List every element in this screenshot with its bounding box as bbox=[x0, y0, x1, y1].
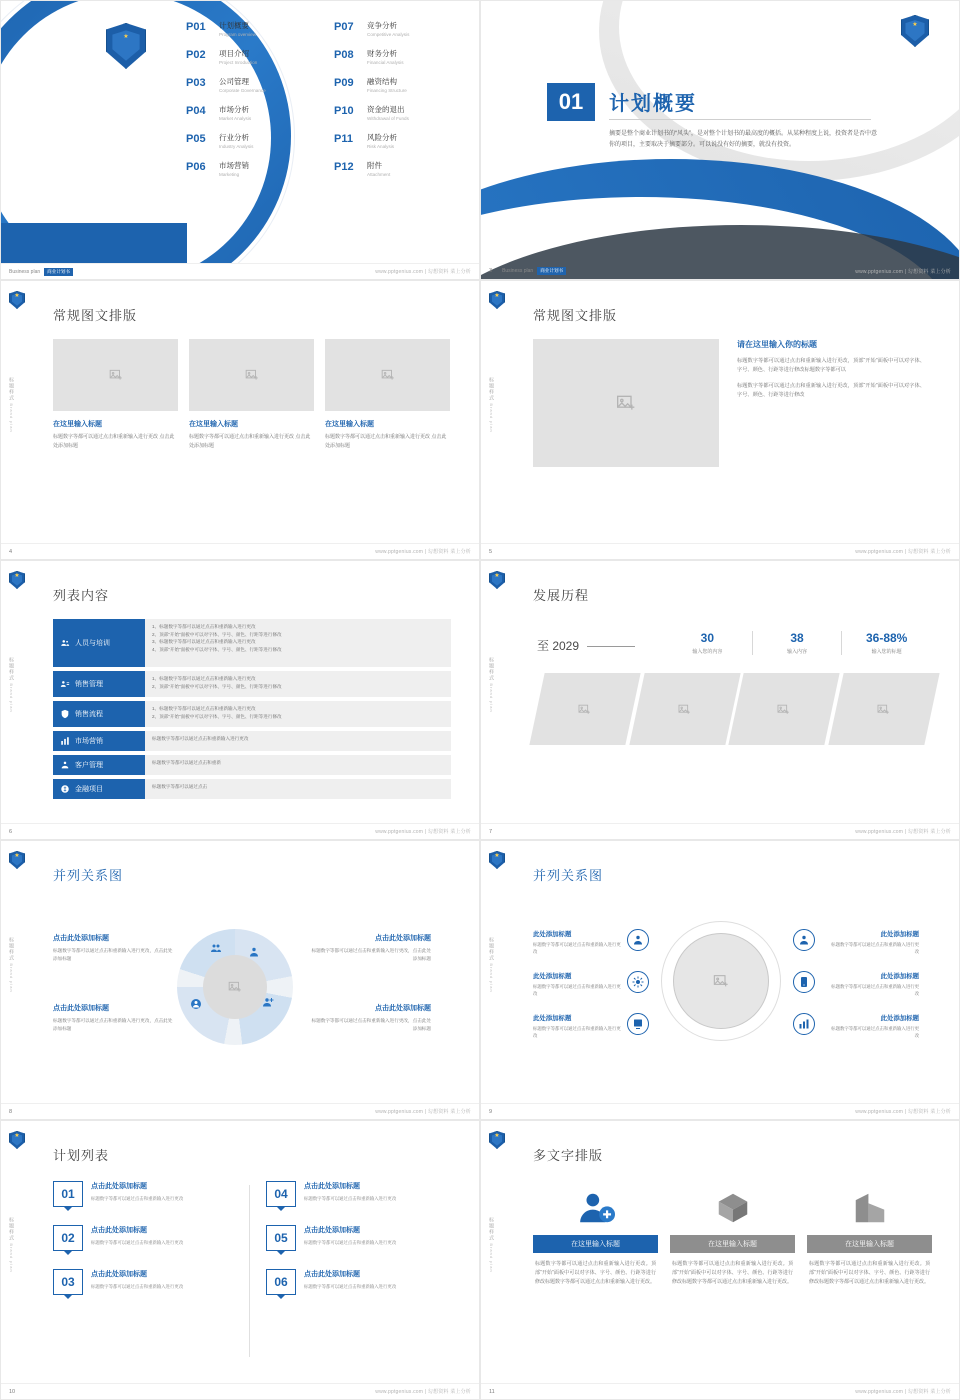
column-bar-label: 在这里输入标题 bbox=[807, 1235, 932, 1253]
list-item-tab[interactable] bbox=[53, 731, 145, 751]
toc-label-cn: 财务分析 bbox=[367, 49, 397, 58]
side-label: 标题样式 Brand plan bbox=[8, 657, 14, 713]
slide-multi-text[interactable] bbox=[480, 1120, 960, 1400]
toc-label-cn: 计划概要 bbox=[219, 21, 249, 30]
logo: ★ bbox=[9, 571, 25, 589]
page-title: 多文字排版 bbox=[533, 1148, 604, 1163]
toc-label-en: Marketing bbox=[219, 172, 240, 177]
list-item-label: 人员与培训 bbox=[75, 640, 110, 647]
logo: ★ bbox=[489, 851, 505, 869]
toc-label-en: Industry Analysis bbox=[219, 144, 254, 149]
slide-footer bbox=[1, 1103, 479, 1119]
footer-label: Business plan bbox=[502, 268, 534, 274]
page-title: CONTENTS bbox=[24, 41, 43, 159]
list-item-tab[interactable] bbox=[53, 755, 145, 775]
plan-desc: 标题数字等都可以通过点击和重新输入进行更改 bbox=[304, 1284, 397, 1289]
callout-desc: 标题数字等都可以通过点击和重新输入进行更改 bbox=[533, 984, 621, 997]
people-icon bbox=[59, 638, 70, 649]
image-placeholder[interactable] bbox=[189, 339, 314, 411]
plan-title: 点击此处添加标题 bbox=[91, 1227, 147, 1234]
people-icon bbox=[209, 941, 223, 955]
footer-right: www.pptgenius.com | 勾想资料 菜上分析 bbox=[375, 1389, 471, 1395]
footer-right: www.pptgenius.com | 勾想资料 菜上分析 bbox=[375, 829, 471, 835]
chart-icon bbox=[59, 736, 70, 747]
stat-item bbox=[841, 631, 931, 655]
callout-title: 点击此处添加标题 bbox=[53, 1005, 109, 1012]
column-title: 在这里输入标题 bbox=[53, 421, 102, 428]
side-label: 标题样式 Brand plan bbox=[488, 657, 494, 713]
customer-icon bbox=[59, 760, 70, 771]
footer-label: Business plan bbox=[9, 268, 41, 275]
list-item[interactable] bbox=[53, 701, 451, 727]
plan-item[interactable] bbox=[53, 1181, 240, 1207]
footer-badge: 商业计划书 bbox=[44, 268, 73, 276]
logo: ★ bbox=[9, 851, 25, 869]
table-of-contents[interactable] bbox=[186, 21, 468, 178]
slide-parallel-circles[interactable] bbox=[480, 840, 960, 1120]
toc-item[interactable] bbox=[334, 21, 468, 38]
column-text: 标题数字等都可以通过点击和重新输入进行更改。顶部“开始”面板中可以对字体、字号、颜色、行距等进行修改标题数字等都可以通过点击和重新输入进行更改。 bbox=[535, 1261, 656, 1285]
toc-label-cn: 融资结构 bbox=[367, 77, 397, 86]
donut-diagram[interactable] bbox=[177, 929, 293, 1045]
plan-item[interactable] bbox=[266, 1225, 453, 1251]
toc-number: P11 bbox=[334, 133, 353, 145]
callout-item[interactable] bbox=[311, 1003, 431, 1033]
list-item[interactable] bbox=[53, 779, 451, 799]
body-paragraph: 标题数字等都可以通过点击和重新输入进行更改，顶部“开始”面板中可以对字体、字号、颜色、行距等进行修改 bbox=[737, 383, 925, 398]
plan-grid[interactable] bbox=[53, 1181, 453, 1295]
list-item-body: 1、标题数字等都可以通过点击和重新输入进行更改 2、顶部“开始”面板中可以对字体、字号、颜色、行距等进行修改 3、标题数字等都可以通过点击和重新输入进行更改 4、顶部“开始”面板中可以对字体、字号、颜色、行距等进行修改 bbox=[145, 619, 451, 667]
callout-desc: 标题数字等都可以通过点击和重新输入进行更改，点击此处添加标题 bbox=[53, 1018, 173, 1031]
logo: ★ bbox=[9, 291, 25, 309]
column-title: 在这里输入标题 bbox=[325, 421, 374, 428]
plan-number: 03 bbox=[53, 1269, 83, 1295]
plan-title: 点击此处添加标题 bbox=[91, 1183, 147, 1190]
stat-label: 输入内容 bbox=[787, 649, 808, 655]
toc-label-en: Risk Analysis bbox=[367, 144, 395, 149]
callout-title: 此处添加标题 bbox=[533, 931, 572, 938]
callout-item[interactable] bbox=[53, 1003, 173, 1033]
list-item[interactable] bbox=[53, 755, 451, 775]
list-item-body: 标题数字等都可以通过点击 bbox=[145, 779, 451, 799]
image-placeholder[interactable] bbox=[533, 339, 719, 467]
toc-label-en: Project Inroduction bbox=[219, 60, 258, 65]
building-icon bbox=[807, 1183, 932, 1227]
callout-title: 此处添加标题 bbox=[533, 973, 572, 980]
list-item-body: 标题数字等都可以通过点击和重新输入进行更改 bbox=[145, 731, 451, 751]
plan-title: 点击此处添加标题 bbox=[304, 1271, 360, 1278]
toc-number: P10 bbox=[334, 105, 354, 117]
image-placeholder[interactable] bbox=[203, 955, 267, 1019]
toc-item[interactable] bbox=[186, 105, 320, 122]
logo: ★ bbox=[489, 571, 505, 589]
side-label: 标题样式 Brand plan bbox=[488, 377, 494, 433]
toc-label-cn: 市场分析 bbox=[219, 105, 249, 114]
body-title: 请在这里输入你的标题 bbox=[737, 340, 817, 349]
list-item[interactable] bbox=[53, 731, 451, 751]
slide-footer bbox=[1, 1383, 479, 1399]
plan-item[interactable] bbox=[53, 1225, 240, 1251]
toc-label-en: Financial Analysis bbox=[367, 60, 404, 65]
toc-item[interactable] bbox=[334, 133, 468, 150]
device-icon[interactable] bbox=[793, 971, 815, 993]
callout-title: 此处添加标题 bbox=[880, 931, 919, 938]
toc-label-cn: 资金的退出 bbox=[367, 105, 405, 114]
page-number: 3 bbox=[489, 268, 493, 274]
section-body: 摘要是整个商业计划书的“风头”，是对整个计划书的最高度的概括。从某种程度上说，投资者是否中意你的项目，主要取决于摘要部分。可以说没有好的摘要，就没有投资。 bbox=[609, 131, 877, 148]
page-title: 列表内容 bbox=[53, 588, 110, 603]
column-title: 在这里输入标题 bbox=[189, 421, 238, 428]
list-container[interactable] bbox=[53, 619, 451, 803]
page-subtitle: 目录 bbox=[47, 151, 59, 177]
logo: ★ bbox=[106, 23, 146, 69]
plan-item[interactable] bbox=[266, 1269, 453, 1295]
callout-desc: 标题数字等都可以通过点击和重新输入进行更改 bbox=[831, 942, 919, 955]
column-desc: 标题数字等都可以通过点击和重新输入进行更改 点击此处添加标题 bbox=[189, 434, 311, 449]
toc-label-en: Program overview bbox=[219, 32, 257, 37]
toc-number: P12 bbox=[334, 161, 354, 173]
stat-value: 30 bbox=[700, 631, 715, 645]
plan-item[interactable] bbox=[53, 1269, 240, 1295]
page-number: 10 bbox=[9, 1388, 16, 1395]
page-number: 8 bbox=[9, 1108, 13, 1115]
toc-number: P02 bbox=[186, 49, 206, 61]
list-item-tab[interactable] bbox=[53, 671, 145, 697]
column-bar-label: 在这里输入标题 bbox=[670, 1235, 795, 1253]
list-item-label: 销售流程 bbox=[75, 711, 103, 718]
toc-label-en: Market Analysis bbox=[219, 116, 252, 121]
column-bar-label: 在这里输入标题 bbox=[533, 1235, 658, 1253]
toc-label-cn: 竞争分析 bbox=[367, 21, 397, 30]
side-label: 标题样式 Brand plan bbox=[8, 937, 14, 993]
plan-desc: 标题数字等都可以通过点击和重新输入进行更改 bbox=[304, 1240, 397, 1245]
page-number: 9 bbox=[489, 1108, 493, 1115]
slide-footer bbox=[1, 263, 479, 279]
side-label: 标题样式 Brand plan bbox=[488, 937, 494, 993]
toc-label-en: Withdrawal of Funds bbox=[367, 116, 409, 121]
callout-item[interactable] bbox=[311, 933, 431, 963]
toc-item[interactable] bbox=[186, 77, 320, 94]
content-column[interactable] bbox=[533, 1183, 658, 1287]
logo: ★ bbox=[9, 1131, 25, 1149]
column-desc: 标题数字等都可以通过点击和重新输入进行更改 点击此处添加标题 bbox=[53, 434, 175, 449]
toc-label-en: Corporate Governance bbox=[219, 88, 266, 93]
plan-number: 06 bbox=[266, 1269, 296, 1295]
slide-footer bbox=[481, 1383, 959, 1399]
image-placeholder[interactable] bbox=[673, 933, 769, 1029]
decor-footer-band bbox=[1, 223, 187, 263]
list-item-label: 金融项目 bbox=[75, 786, 103, 793]
list-item[interactable] bbox=[53, 619, 451, 667]
callout-desc: 标题数字等都可以通过点击和重新输入进行更改 bbox=[533, 1026, 621, 1039]
list-item-body: 1、标题数字等都可以通过点击和重新输入进行更改 2、顶部“开始”面板中可以对字体、字号、颜色、行距等进行修改 bbox=[145, 701, 451, 727]
logo: ★ bbox=[489, 291, 505, 309]
slide-overview[interactable] bbox=[480, 0, 960, 280]
toc-item[interactable] bbox=[334, 49, 468, 66]
toc-label-cn: 行业分析 bbox=[219, 133, 249, 142]
plan-title: 点击此处添加标题 bbox=[91, 1271, 147, 1278]
slide-footer bbox=[1, 823, 479, 839]
image-placeholder[interactable] bbox=[53, 339, 178, 411]
toc-item[interactable] bbox=[186, 133, 320, 150]
footer-right: www.pptgenius.com | 勾想资料 菜上分析 bbox=[375, 549, 471, 555]
column-text: 标题数字等都可以通过点击和重新输入进行更改。顶部“开始”面板中可以对字体、字号、颜色、行距等进行修改标题数字等都可以通过点击和重新输入进行更改。 bbox=[672, 1261, 793, 1285]
page-number: 7 bbox=[489, 828, 493, 835]
callout-desc: 标题数字等都可以通过点击和重新输入进行更改 bbox=[831, 984, 919, 997]
page-title: 常规图文排版 bbox=[53, 308, 138, 323]
page-title: 并列关系图 bbox=[53, 868, 124, 883]
plan-desc: 标题数字等都可以通过点击和重新输入进行更改 bbox=[304, 1196, 397, 1201]
list-item-label: 市场营销 bbox=[75, 738, 103, 745]
callout-title: 点击此处添加标题 bbox=[53, 935, 109, 942]
user-add-icon bbox=[533, 1183, 658, 1227]
toc-number: P09 bbox=[334, 77, 354, 89]
sales-icon bbox=[59, 679, 70, 690]
toc-item[interactable] bbox=[186, 49, 320, 66]
list-item-tab[interactable] bbox=[53, 779, 145, 799]
plan-desc: 标题数字等都可以通过点击和重新输入进行更改 bbox=[91, 1284, 184, 1289]
stat-value: 36-88% bbox=[865, 631, 908, 645]
box-icon bbox=[670, 1183, 795, 1227]
toc-label-cn: 附件 bbox=[367, 161, 382, 170]
slide-list-content[interactable] bbox=[0, 560, 480, 840]
column-text: 标题数字等都可以通过点击和重新输入进行更改。顶部“开始”面板中可以对字体、字号、颜色、行距等进行修改标题数字等都可以通过点击和重新输入进行更改。 bbox=[809, 1261, 930, 1285]
plan-number: 02 bbox=[53, 1225, 83, 1251]
toc-number: P03 bbox=[186, 77, 206, 89]
plan-desc: 标题数字等都可以通过点击和重新输入进行更改 bbox=[91, 1196, 184, 1201]
toc-label-cn: 风险分析 bbox=[367, 133, 397, 142]
list-item-body: 1、标题数字等都可以通过点击和重新输入进行更改 2、顶部“开始”面板中可以对字体、字号、颜色、行距等进行修改 bbox=[145, 671, 451, 697]
image-placeholder[interactable] bbox=[828, 673, 939, 745]
slide-footer bbox=[481, 1103, 959, 1119]
callout-desc: 标题数字等都可以通过点击和重新输入进行更改，点击此处添加标题 bbox=[53, 948, 173, 961]
toc-item[interactable] bbox=[186, 161, 320, 178]
stats-row bbox=[663, 631, 931, 655]
finance-icon bbox=[59, 784, 70, 795]
list-item-label: 客户管理 bbox=[75, 762, 103, 769]
list-item-tab[interactable] bbox=[53, 701, 145, 727]
toc-item[interactable] bbox=[334, 77, 468, 94]
footer-right: www.pptgenius.com | 勾想资料 菜上分析 bbox=[375, 1109, 471, 1115]
timeline-images[interactable] bbox=[537, 673, 931, 745]
user-icon bbox=[247, 945, 261, 959]
divider bbox=[609, 119, 871, 120]
toc-number: P05 bbox=[186, 133, 206, 145]
callout-item[interactable] bbox=[53, 933, 173, 963]
page-title: 常规图文排版 bbox=[533, 308, 618, 323]
gear-icon[interactable] bbox=[627, 971, 649, 993]
stat-label: 输入您的标题 bbox=[871, 649, 902, 655]
callout-desc: 标题数字等都可以通过点击和重新输入进行更改 bbox=[533, 942, 621, 955]
slide-footer bbox=[481, 823, 959, 839]
shield-icon bbox=[59, 709, 70, 720]
footer-right: www.pptgenius.com | 勾想资料 菜上分析 bbox=[855, 1389, 951, 1395]
toc-number: P08 bbox=[334, 49, 354, 61]
image-placeholder[interactable] bbox=[629, 673, 740, 745]
page-title: 并列关系图 bbox=[533, 868, 604, 883]
toc-number: P07 bbox=[334, 21, 354, 33]
footer-right: www.pptgenius.com | 勾想资料 菜上分析 bbox=[855, 549, 951, 555]
image-placeholder[interactable] bbox=[728, 673, 839, 745]
logo: ★ bbox=[901, 15, 929, 47]
list-item[interactable] bbox=[53, 671, 451, 697]
slide-parallel-donut[interactable] bbox=[0, 840, 480, 1120]
toc-label-cn: 市场营销 bbox=[219, 161, 249, 170]
list-item-label: 销售管理 bbox=[75, 681, 103, 688]
slide-timeline[interactable] bbox=[480, 560, 960, 840]
logo: ★ bbox=[489, 1131, 505, 1149]
toc-number: P01 bbox=[186, 21, 206, 33]
footer-badge: 商业计划书 bbox=[537, 267, 566, 275]
plan-item[interactable] bbox=[266, 1181, 453, 1207]
page-number: 4 bbox=[9, 548, 13, 555]
toc-label-cn: 公司管理 bbox=[219, 77, 249, 86]
callout-item[interactable] bbox=[533, 929, 625, 956]
content-column[interactable] bbox=[807, 1183, 932, 1287]
page-number: 5 bbox=[489, 548, 493, 555]
stat-item bbox=[663, 631, 752, 655]
callout-desc: 标题数字等都可以通过点击和重新输入进行更改，点击此处添加标题 bbox=[311, 948, 431, 961]
toc-label-en: Competitive Analysis bbox=[367, 32, 410, 37]
plan-title: 点击此处添加标题 bbox=[304, 1183, 360, 1190]
user-add-icon bbox=[261, 995, 275, 1009]
image-placeholder[interactable] bbox=[529, 673, 640, 745]
slide-plan-list[interactable] bbox=[0, 1120, 480, 1400]
plan-desc: 标题数字等都可以通过点击和重新输入进行更改 bbox=[91, 1240, 184, 1245]
footer-right: www.pptgenius.com | 勾想资料 菜上分析 bbox=[855, 268, 951, 275]
side-label: 标题样式 Brand plan bbox=[8, 1217, 14, 1273]
footer-right: www.pptgenius.com | 勾想资料 菜上分析 bbox=[375, 269, 471, 275]
toc-number: P06 bbox=[186, 161, 206, 173]
slide-footer bbox=[1, 543, 479, 559]
callout-desc: 标题数字等都可以通过点击和重新输入进行更改 bbox=[831, 1026, 919, 1039]
slide-footer bbox=[481, 543, 959, 559]
callout-item[interactable] bbox=[827, 1013, 919, 1040]
page-title: 发展历程 bbox=[533, 588, 590, 603]
user-icon[interactable] bbox=[793, 929, 815, 951]
footer-right: www.pptgenius.com | 勾想资料 菜上分析 bbox=[855, 1109, 951, 1115]
content-column[interactable] bbox=[670, 1183, 795, 1287]
side-label: 标题样式 Brand plan bbox=[488, 1217, 494, 1273]
toc-label-en: Attachment bbox=[367, 172, 391, 177]
slide-footer bbox=[481, 263, 959, 279]
image-placeholder[interactable] bbox=[325, 339, 450, 411]
stat-value: 38 bbox=[790, 631, 804, 645]
toc-label-en: Financing Structure bbox=[367, 88, 407, 93]
plan-title: 点击此处添加标题 bbox=[304, 1227, 360, 1234]
page-number: 11 bbox=[489, 1388, 495, 1395]
screen-icon[interactable] bbox=[627, 1013, 649, 1035]
toc-number: P04 bbox=[186, 105, 206, 117]
callout-title: 此处添加标题 bbox=[880, 1015, 919, 1022]
slide-image-text-3col[interactable] bbox=[0, 280, 480, 560]
column-desc: 标题数字等都可以通过点击和重新输入进行更改 点击此处添加标题 bbox=[325, 434, 447, 449]
user-icon[interactable] bbox=[627, 929, 649, 951]
slide-contents[interactable] bbox=[0, 0, 480, 280]
toc-item[interactable] bbox=[334, 161, 468, 178]
callout-item[interactable] bbox=[533, 971, 625, 998]
callout-item[interactable] bbox=[533, 1013, 625, 1040]
content-column[interactable] bbox=[325, 339, 450, 450]
side-label: 标题样式 Brand plan bbox=[8, 377, 14, 433]
page-title: 计划列表 bbox=[53, 1148, 110, 1163]
page-number: 6 bbox=[9, 828, 13, 835]
stat-label: 输入您的内容 bbox=[692, 649, 723, 655]
list-item-tab[interactable] bbox=[53, 619, 145, 667]
callout-title: 点击此处添加标题 bbox=[375, 1005, 431, 1012]
section-number: 01 bbox=[547, 83, 595, 121]
content-column[interactable] bbox=[53, 339, 178, 450]
chart-icon[interactable] bbox=[793, 1013, 815, 1035]
callout-item[interactable] bbox=[827, 971, 919, 998]
callout-title: 点击此处添加标题 bbox=[375, 935, 431, 942]
plan-number: 01 bbox=[53, 1181, 83, 1207]
user-circle-icon bbox=[189, 997, 203, 1011]
callout-title: 此处添加标题 bbox=[533, 1015, 572, 1022]
slide-image-text-side[interactable] bbox=[480, 280, 960, 560]
body-paragraph: 标题数字等都可以通过点击和重新输入进行更改，顶部“开始”面板中可以对字体、字号、颜色、行距等进行修改标题数字等都可以 bbox=[737, 358, 925, 373]
stat-item bbox=[752, 631, 842, 655]
callout-title: 此处添加标题 bbox=[880, 973, 919, 980]
toc-label-cn: 项目介绍 bbox=[219, 49, 249, 58]
footer-right: www.pptgenius.com | 勾想资料 菜上分析 bbox=[855, 829, 951, 835]
callout-item[interactable] bbox=[827, 929, 919, 956]
timeline-year: 至 2029 bbox=[537, 637, 635, 654]
plan-number: 05 bbox=[266, 1225, 296, 1251]
content-column[interactable] bbox=[189, 339, 314, 450]
toc-item[interactable] bbox=[186, 21, 320, 38]
section-title: 计划概要 bbox=[609, 93, 697, 115]
list-item-body: 标题数字等都可以通过点击和重新 bbox=[145, 755, 451, 775]
callout-desc: 标题数字等都可以通过点击和重新输入进行更改，点击此处添加标题 bbox=[311, 1018, 431, 1031]
plan-number: 04 bbox=[266, 1181, 296, 1207]
toc-item[interactable] bbox=[334, 105, 468, 122]
